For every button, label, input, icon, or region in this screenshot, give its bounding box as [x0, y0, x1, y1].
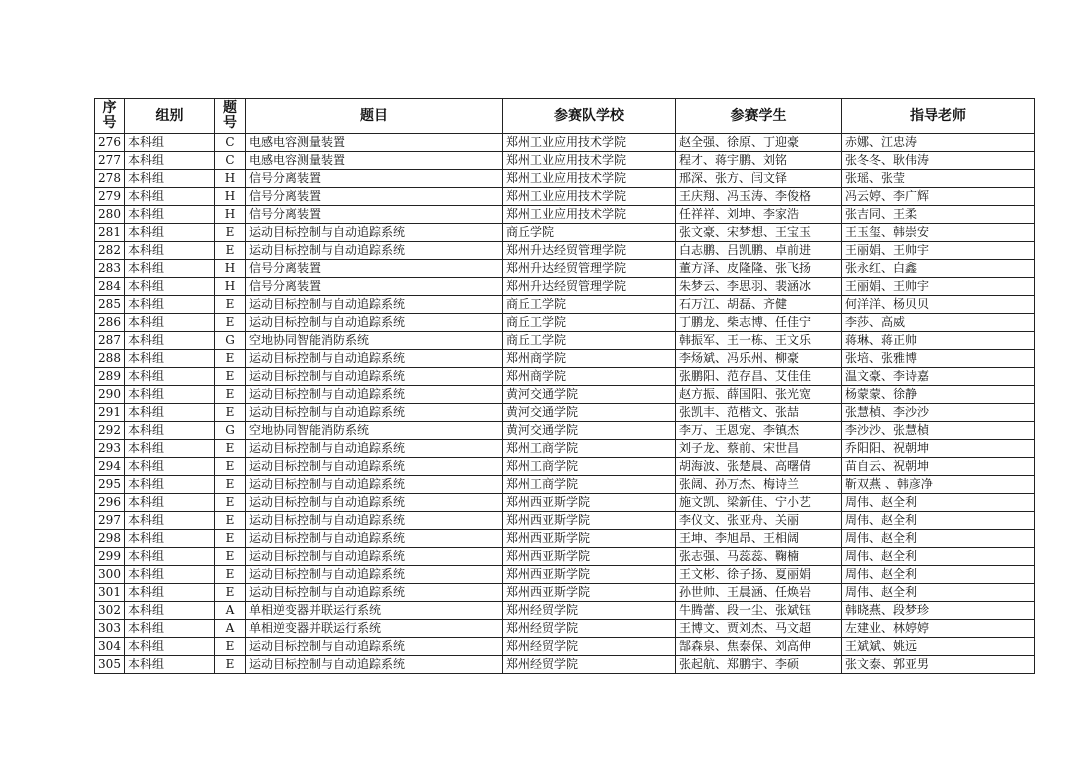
- problem-code-cell: C: [215, 134, 246, 152]
- group-cell: 本科组: [125, 566, 215, 584]
- problem-code-cell: E: [215, 638, 246, 656]
- problem-code-cell: E: [215, 440, 246, 458]
- table-row: [95, 530, 1035, 548]
- school-cell: 郑州经贸学院: [503, 638, 676, 656]
- table-row: [95, 188, 1035, 206]
- serial-cell: 292: [95, 422, 125, 440]
- students-cell: 刘子龙、蔡前、宋世昌: [676, 440, 842, 458]
- problem-title-cell: 运动目标控制与自动追踪系统: [246, 512, 503, 530]
- table-row: [95, 242, 1035, 260]
- advisors-cell: 李莎、高威: [842, 314, 1035, 332]
- school-cell: 郑州工商学院: [503, 440, 676, 458]
- serial-cell: 291: [95, 404, 125, 422]
- students-cell: 郜森泉、焦泰保、刘高伸: [676, 638, 842, 656]
- students-cell: 邢深、张方、闫文铎: [676, 170, 842, 188]
- table-row: [95, 260, 1035, 278]
- group-cell: 本科组: [125, 620, 215, 638]
- table-row: [95, 584, 1035, 602]
- students-cell: 孙世帅、王晨涵、任焕岩: [676, 584, 842, 602]
- school-cell: 郑州经贸学院: [503, 602, 676, 620]
- serial-cell: 284: [95, 278, 125, 296]
- header-problem-code-label: 题号: [223, 100, 237, 131]
- serial-cell: 289: [95, 368, 125, 386]
- school-cell: 郑州工业应用技术学院: [503, 188, 676, 206]
- group-cell: 本科组: [125, 404, 215, 422]
- group-cell: 本科组: [125, 224, 215, 242]
- serial-cell: 276: [95, 134, 125, 152]
- group-cell: 本科组: [125, 350, 215, 368]
- header-problem-code: [215, 99, 246, 134]
- problem-code-cell: E: [215, 548, 246, 566]
- students-cell: 王坤、李旭昂、王相阔: [676, 530, 842, 548]
- problem-code-cell: E: [215, 512, 246, 530]
- advisors-cell: 赤娜、江忠涛: [842, 134, 1035, 152]
- serial-cell: 293: [95, 440, 125, 458]
- problem-code-cell: H: [215, 278, 246, 296]
- school-cell: 郑州升达经贸管理学院: [503, 260, 676, 278]
- problem-title-cell: 运动目标控制与自动追踪系统: [246, 404, 503, 422]
- problem-code-cell: E: [215, 224, 246, 242]
- serial-cell: 280: [95, 206, 125, 224]
- serial-cell: 300: [95, 566, 125, 584]
- group-cell: 本科组: [125, 260, 215, 278]
- advisors-cell: 王玉玺、韩崇安: [842, 224, 1035, 242]
- problem-title-cell: 电感电容测量装置: [246, 134, 503, 152]
- school-cell: 郑州工业应用技术学院: [503, 152, 676, 170]
- problem-title-cell: 运动目标控制与自动追踪系统: [246, 350, 503, 368]
- problem-title-cell: 运动目标控制与自动追踪系统: [246, 530, 503, 548]
- group-cell: 本科组: [125, 152, 215, 170]
- table-row: [95, 152, 1035, 170]
- award-list-sheet: [94, 98, 1034, 674]
- advisors-cell: 张瑶、张莹: [842, 170, 1035, 188]
- table-row: [95, 332, 1035, 350]
- students-cell: 朱梦云、李思羽、裴涵冰: [676, 278, 842, 296]
- problem-code-cell: E: [215, 296, 246, 314]
- advisors-cell: 张吉同、王柔: [842, 206, 1035, 224]
- problem-code-cell: E: [215, 314, 246, 332]
- students-cell: 赵全强、徐原、丁迎豪: [676, 134, 842, 152]
- group-cell: 本科组: [125, 638, 215, 656]
- students-cell: 任祥祥、刘坤、李家浩: [676, 206, 842, 224]
- problem-title-cell: 信号分离装置: [246, 170, 503, 188]
- advisors-cell: 张培、张雅博: [842, 350, 1035, 368]
- advisors-cell: 蒋琳、蒋正帅: [842, 332, 1035, 350]
- problem-title-cell: 运动目标控制与自动追踪系统: [246, 386, 503, 404]
- header-students: 参赛学生: [676, 99, 842, 134]
- serial-cell: 277: [95, 152, 125, 170]
- problem-code-cell: G: [215, 422, 246, 440]
- school-cell: 郑州商学院: [503, 368, 676, 386]
- advisors-cell: 何洋洋、杨贝贝: [842, 296, 1035, 314]
- students-cell: 赵方振、薛国阳、张光宽: [676, 386, 842, 404]
- serial-cell: 301: [95, 584, 125, 602]
- school-cell: 黄河交通学院: [503, 422, 676, 440]
- problem-code-cell: H: [215, 206, 246, 224]
- problem-title-cell: 运动目标控制与自动追踪系统: [246, 224, 503, 242]
- students-cell: 王博文、贾刘杰、马文超: [676, 620, 842, 638]
- students-cell: 张起航、郑鹏宇、李硕: [676, 656, 842, 674]
- group-cell: 本科组: [125, 476, 215, 494]
- table-row: [95, 512, 1035, 530]
- students-cell: 石万江、胡磊、齐健: [676, 296, 842, 314]
- problem-title-cell: 信号分离装置: [246, 260, 503, 278]
- serial-cell: 297: [95, 512, 125, 530]
- table-row: [95, 566, 1035, 584]
- problem-title-cell: 运动目标控制与自动追踪系统: [246, 584, 503, 602]
- school-cell: 黄河交通学院: [503, 404, 676, 422]
- table-row: [95, 656, 1035, 674]
- group-cell: 本科组: [125, 422, 215, 440]
- advisors-cell: 乔阳阳、祝朝坤: [842, 440, 1035, 458]
- problem-title-cell: 单相逆变器并联运行系统: [246, 602, 503, 620]
- group-cell: 本科组: [125, 530, 215, 548]
- table-row: [95, 404, 1035, 422]
- table-row: [95, 458, 1035, 476]
- serial-cell: 296: [95, 494, 125, 512]
- group-cell: 本科组: [125, 656, 215, 674]
- problem-title-cell: 运动目标控制与自动追踪系统: [246, 242, 503, 260]
- school-cell: 郑州商学院: [503, 350, 676, 368]
- serial-cell: 303: [95, 620, 125, 638]
- serial-cell: 304: [95, 638, 125, 656]
- school-cell: 郑州升达经贸管理学院: [503, 278, 676, 296]
- header-school: 参赛队学校: [503, 99, 676, 134]
- advisors-cell: 温文豪、李诗嘉: [842, 368, 1035, 386]
- serial-cell: 285: [95, 296, 125, 314]
- school-cell: 商丘学院: [503, 224, 676, 242]
- school-cell: 郑州经贸学院: [503, 656, 676, 674]
- school-cell: 郑州工商学院: [503, 476, 676, 494]
- group-cell: 本科组: [125, 134, 215, 152]
- advisors-cell: 王丽娟、王帅宇: [842, 242, 1035, 260]
- students-cell: 李炀斌、冯乐州、柳豪: [676, 350, 842, 368]
- students-cell: 牛腾蕾、段一尘、张斌钰: [676, 602, 842, 620]
- group-cell: 本科组: [125, 314, 215, 332]
- serial-cell: 298: [95, 530, 125, 548]
- students-cell: 李仪文、张亚舟、关丽: [676, 512, 842, 530]
- advisors-cell: 杨蒙蒙、徐静: [842, 386, 1035, 404]
- problem-code-cell: E: [215, 656, 246, 674]
- problem-code-cell: H: [215, 260, 246, 278]
- group-cell: 本科组: [125, 206, 215, 224]
- problem-title-cell: 运动目标控制与自动追踪系统: [246, 638, 503, 656]
- problem-title-cell: 运动目标控制与自动追踪系统: [246, 656, 503, 674]
- header-serial: [95, 99, 125, 134]
- group-cell: 本科组: [125, 602, 215, 620]
- group-cell: 本科组: [125, 458, 215, 476]
- table-row: [95, 350, 1035, 368]
- problem-code-cell: E: [215, 386, 246, 404]
- table-header: [95, 99, 1035, 134]
- school-cell: 商丘工学院: [503, 332, 676, 350]
- school-cell: 郑州西亚斯学院: [503, 512, 676, 530]
- serial-cell: 288: [95, 350, 125, 368]
- problem-title-cell: 运动目标控制与自动追踪系统: [246, 296, 503, 314]
- students-cell: 胡海波、张楚晨、高曙倩: [676, 458, 842, 476]
- students-cell: 张鹏阳、范存昌、艾佳佳: [676, 368, 842, 386]
- advisors-cell: 周伟、赵全利: [842, 494, 1035, 512]
- advisors-cell: 周伟、赵全利: [842, 584, 1035, 602]
- table-row: [95, 548, 1035, 566]
- advisors-cell: 左建业、林婷婷: [842, 620, 1035, 638]
- problem-title-cell: 空地协同智能消防系统: [246, 332, 503, 350]
- table-row: [95, 278, 1035, 296]
- group-cell: 本科组: [125, 278, 215, 296]
- problem-title-cell: 单相逆变器并联运行系统: [246, 620, 503, 638]
- students-cell: 张文豪、宋梦想、王宝玉: [676, 224, 842, 242]
- table-row: [95, 440, 1035, 458]
- table-row: [95, 422, 1035, 440]
- problem-code-cell: E: [215, 242, 246, 260]
- problem-code-cell: E: [215, 530, 246, 548]
- advisors-cell: 李沙沙、张慧楨: [842, 422, 1035, 440]
- group-cell: 本科组: [125, 548, 215, 566]
- problem-title-cell: 信号分离装置: [246, 188, 503, 206]
- problem-code-cell: E: [215, 476, 246, 494]
- table-row: [95, 620, 1035, 638]
- advisors-cell: 韩晓燕、段梦珍: [842, 602, 1035, 620]
- serial-cell: 286: [95, 314, 125, 332]
- students-cell: 张志强、马蕊蕊、鞠楠: [676, 548, 842, 566]
- award-table: [94, 98, 1035, 674]
- school-cell: 郑州经贸学院: [503, 620, 676, 638]
- header-row: [95, 99, 1035, 134]
- serial-cell: 283: [95, 260, 125, 278]
- serial-cell: 299: [95, 548, 125, 566]
- serial-cell: 282: [95, 242, 125, 260]
- serial-cell: 279: [95, 188, 125, 206]
- school-cell: 郑州升达经贸管理学院: [503, 242, 676, 260]
- advisors-cell: 靳双燕 、韩彦净: [842, 476, 1035, 494]
- school-cell: 商丘工学院: [503, 296, 676, 314]
- serial-cell: 294: [95, 458, 125, 476]
- school-cell: 黄河交通学院: [503, 386, 676, 404]
- problem-code-cell: G: [215, 332, 246, 350]
- table-row: [95, 386, 1035, 404]
- school-cell: 郑州工业应用技术学院: [503, 206, 676, 224]
- group-cell: 本科组: [125, 512, 215, 530]
- problem-code-cell: H: [215, 188, 246, 206]
- school-cell: 郑州西亚斯学院: [503, 494, 676, 512]
- problem-code-cell: H: [215, 170, 246, 188]
- school-cell: 郑州工业应用技术学院: [503, 170, 676, 188]
- serial-cell: 281: [95, 224, 125, 242]
- students-cell: 李万、王恩宠、李镇杰: [676, 422, 842, 440]
- school-cell: 郑州工商学院: [503, 458, 676, 476]
- school-cell: 郑州西亚斯学院: [503, 566, 676, 584]
- advisors-cell: 周伟、赵全利: [842, 530, 1035, 548]
- school-cell: 郑州西亚斯学院: [503, 548, 676, 566]
- problem-title-cell: 信号分离装置: [246, 278, 503, 296]
- problem-code-cell: E: [215, 350, 246, 368]
- serial-cell: 290: [95, 386, 125, 404]
- problem-title-cell: 空地协同智能消防系统: [246, 422, 503, 440]
- advisors-cell: 周伟、赵全利: [842, 548, 1035, 566]
- serial-cell: 305: [95, 656, 125, 674]
- advisors-cell: 冯云婷、李广辉: [842, 188, 1035, 206]
- school-cell: 郑州西亚斯学院: [503, 584, 676, 602]
- school-cell: 商丘工学院: [503, 314, 676, 332]
- problem-code-cell: C: [215, 152, 246, 170]
- problem-code-cell: E: [215, 404, 246, 422]
- table-row: [95, 296, 1035, 314]
- problem-title-cell: 电感电容测量装置: [246, 152, 503, 170]
- table-row: [95, 134, 1035, 152]
- header-serial-label: 序号: [102, 100, 117, 131]
- school-cell: 郑州工业应用技术学院: [503, 134, 676, 152]
- problem-title-cell: 信号分离装置: [246, 206, 503, 224]
- problem-title-cell: 运动目标控制与自动追踪系统: [246, 494, 503, 512]
- problem-title-cell: 运动目标控制与自动追踪系统: [246, 314, 503, 332]
- serial-cell: 278: [95, 170, 125, 188]
- problem-title-cell: 运动目标控制与自动追踪系统: [246, 548, 503, 566]
- problem-title-cell: 运动目标控制与自动追踪系统: [246, 440, 503, 458]
- group-cell: 本科组: [125, 242, 215, 260]
- advisors-cell: 苗自云、祝朝坤: [842, 458, 1035, 476]
- students-cell: 韩振军、王一栋、王文乐: [676, 332, 842, 350]
- table-row: [95, 314, 1035, 332]
- students-cell: 王庆翔、冯玉涛、李俊格: [676, 188, 842, 206]
- group-cell: 本科组: [125, 170, 215, 188]
- serial-cell: 302: [95, 602, 125, 620]
- problem-title-cell: 运动目标控制与自动追踪系统: [246, 566, 503, 584]
- serial-cell: 295: [95, 476, 125, 494]
- header-problem-title: 题目: [246, 99, 503, 134]
- group-cell: 本科组: [125, 494, 215, 512]
- problem-code-cell: E: [215, 368, 246, 386]
- problem-title-cell: 运动目标控制与自动追踪系统: [246, 368, 503, 386]
- students-cell: 白志鹏、吕凯鹏、卓前进: [676, 242, 842, 260]
- group-cell: 本科组: [125, 296, 215, 314]
- advisors-cell: 张永红、白鑫: [842, 260, 1035, 278]
- problem-code-cell: E: [215, 458, 246, 476]
- table-row: [95, 476, 1035, 494]
- advisors-cell: 周伟、赵全利: [842, 566, 1035, 584]
- table-row: [95, 206, 1035, 224]
- advisors-cell: 张冬冬、耿伟涛: [842, 152, 1035, 170]
- group-cell: 本科组: [125, 188, 215, 206]
- table-row: [95, 170, 1035, 188]
- students-cell: 丁鹏龙、柴志博、任佳宁: [676, 314, 842, 332]
- students-cell: 王文彬、徐子扬、夏丽娟: [676, 566, 842, 584]
- serial-cell: 287: [95, 332, 125, 350]
- table-body: [95, 134, 1035, 674]
- students-cell: 董方泽、皮隆隆、张飞扬: [676, 260, 842, 278]
- school-cell: 郑州西亚斯学院: [503, 530, 676, 548]
- group-cell: 本科组: [125, 440, 215, 458]
- group-cell: 本科组: [125, 584, 215, 602]
- advisors-cell: 王丽娟、王帅宇: [842, 278, 1035, 296]
- problem-code-cell: E: [215, 494, 246, 512]
- problem-code-cell: E: [215, 584, 246, 602]
- group-cell: 本科组: [125, 368, 215, 386]
- problem-title-cell: 运动目标控制与自动追踪系统: [246, 458, 503, 476]
- students-cell: 程才、蒋宇鹏、刘铭: [676, 152, 842, 170]
- advisors-cell: 周伟、赵全利: [842, 512, 1035, 530]
- problem-code-cell: A: [215, 602, 246, 620]
- group-cell: 本科组: [125, 332, 215, 350]
- group-cell: 本科组: [125, 386, 215, 404]
- students-cell: 施文凯、梁新佳、宁小艺: [676, 494, 842, 512]
- advisors-cell: 王斌斌、姚远: [842, 638, 1035, 656]
- table-row: [95, 638, 1035, 656]
- table-row: [95, 494, 1035, 512]
- header-group: 组别: [125, 99, 215, 134]
- problem-code-cell: E: [215, 566, 246, 584]
- problem-code-cell: A: [215, 620, 246, 638]
- students-cell: 张阔、孙万杰、梅诗兰: [676, 476, 842, 494]
- advisors-cell: 张慧楨、李沙沙: [842, 404, 1035, 422]
- table-row: [95, 224, 1035, 242]
- advisors-cell: 张文泰、郭亚男: [842, 656, 1035, 674]
- table-row: [95, 602, 1035, 620]
- header-advisors: 指导老师: [842, 99, 1035, 134]
- problem-title-cell: 运动目标控制与自动追踪系统: [246, 476, 503, 494]
- students-cell: 张凯丰、范楷文、张喆: [676, 404, 842, 422]
- table-row: [95, 368, 1035, 386]
